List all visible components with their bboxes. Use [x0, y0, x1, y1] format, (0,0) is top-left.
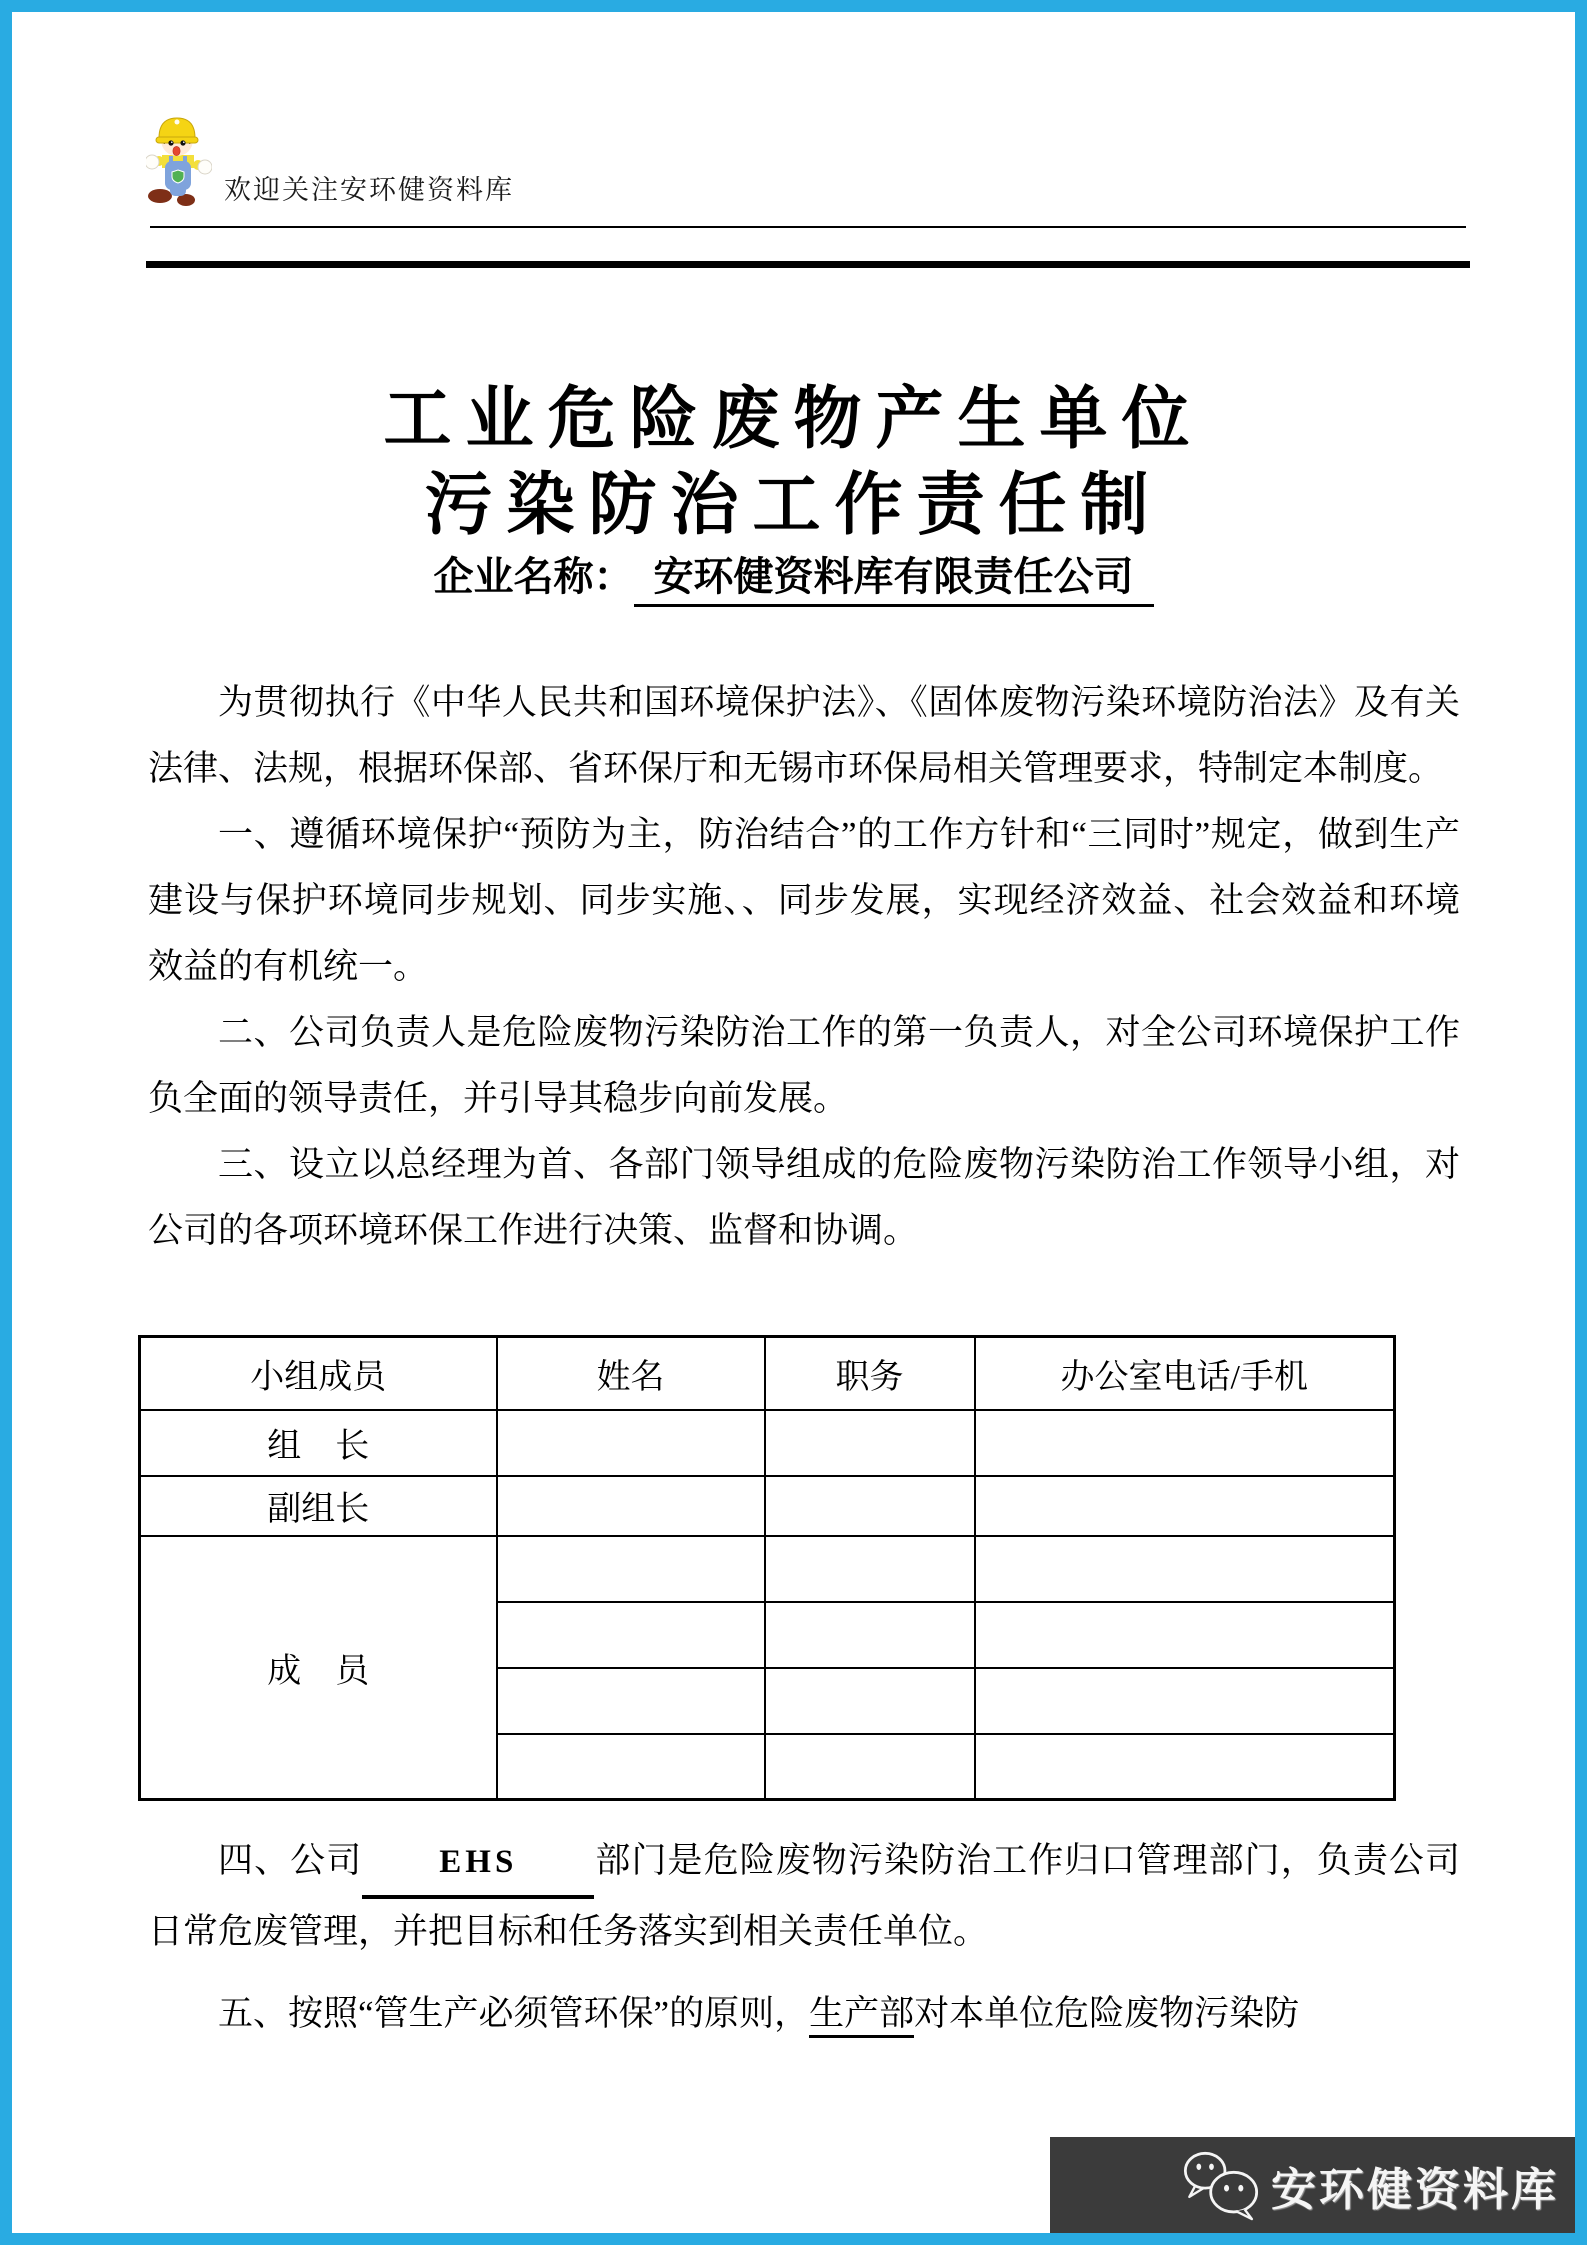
empty-cell [497, 1734, 765, 1800]
member-label-cell: 成 员 [140, 1536, 497, 1800]
empty-cell [497, 1410, 765, 1476]
table-header-phone: 办公室电话/手机 [975, 1337, 1395, 1410]
empty-cell [975, 1410, 1395, 1476]
deputy-label-cell: 副组长 [140, 1476, 497, 1536]
empty-cell [975, 1476, 1395, 1536]
safety-worker-mascot-icon [146, 112, 212, 206]
company-line [90, 552, 1497, 602]
table-row-deputy [140, 1476, 1395, 1536]
paragraph-clause-5 [148, 1981, 1460, 2047]
paragraph-clause-3: 三、设立以总经理为首、各部门领导组成的危险废物污染防治工作领导小组，对公司的各项环境环保工作进行决策、监督和协调。 [148, 1145, 1460, 1250]
leading-group-table [138, 1335, 1396, 1801]
paragraph-clause-2: 二、公司负责人是危险废物污染防治工作的第一负责人，对全公司环境保护工作负全面的领导责任，并引导其稳步向前发展。 [148, 1013, 1460, 1118]
empty-cell [975, 1536, 1395, 1602]
header-divider-thick [146, 261, 1470, 268]
empty-cell [497, 1476, 765, 1536]
clause5-department-underlined: 生产部 [809, 1994, 914, 2038]
clauses-after-table [148, 1828, 1460, 2047]
empty-cell [975, 1734, 1395, 1800]
title-line-1: 工业危险废物产生单位 [383, 381, 1204, 457]
paragraph-clause-1: 一、遵循环境保护“预防为主，防治结合”的工作方针和“三同时”规定，做到生产建设与保护环境同步规划、同步实施、、同步发展，实现经济效益、社会效益和环境效益的有机统一。 [148, 815, 1460, 986]
empty-cell [497, 1536, 765, 1602]
title-line-2: 污染防治工作责任制 [424, 467, 1163, 543]
table-header-member: 小组成员 [140, 1337, 497, 1410]
paragraph-intro: 为贯彻执行《中华人民共和国环境保护法》、《固体废物污染环境防治法》及有关法律、法规，根据环保部、省环保厅和无锡市环保局相关管理要求，特制定本制度。 [148, 683, 1460, 788]
empty-cell [975, 1668, 1395, 1734]
company-name: 安环健资料库有限责任公司 [634, 555, 1154, 607]
leader-label-cell: 组 长 [140, 1410, 497, 1476]
body-text [148, 670, 1460, 1264]
table-row-member-1 [140, 1536, 1395, 1602]
empty-cell [497, 1668, 765, 1734]
empty-cell [765, 1734, 975, 1800]
empty-cell [765, 1476, 975, 1536]
document-title [90, 376, 1497, 548]
table-header-row [140, 1337, 1395, 1410]
clause4-suffix: 部门是危险废物污染防治工作归口管理部门，负责公司日常危废管理，并把目标和任务落实到相关责任单位。 [148, 1841, 1460, 1951]
empty-cell [765, 1410, 975, 1476]
company-label: 企业名称： [433, 555, 634, 599]
empty-cell [765, 1668, 975, 1734]
clause5-prefix: 五、按照“管生产必须管环保”的原则， [218, 1994, 810, 2033]
header-banner-text: 欢迎关注安环健资料库 [224, 175, 514, 205]
empty-cell [765, 1602, 975, 1668]
table-header-name: 姓名 [497, 1337, 765, 1410]
footer-brand-bar [1050, 2137, 1575, 2233]
clause4-blank-department: EHS [362, 1829, 594, 1899]
empty-cell [765, 1536, 975, 1602]
clause4-prefix: 四、公司 [218, 1841, 363, 1880]
empty-cell [975, 1602, 1395, 1668]
header-divider-thin [150, 226, 1466, 228]
clause5-suffix: 对本单位危险废物污染防 [914, 1994, 1300, 2033]
table-row-leader [140, 1410, 1395, 1476]
table-header-title: 职务 [765, 1337, 975, 1410]
empty-cell [497, 1602, 765, 1668]
footer-brand-text: 安环健资料库 [1270, 2163, 1559, 2215]
wechat-icon [1179, 2147, 1263, 2223]
paragraph-clause-4 [148, 1828, 1460, 1965]
